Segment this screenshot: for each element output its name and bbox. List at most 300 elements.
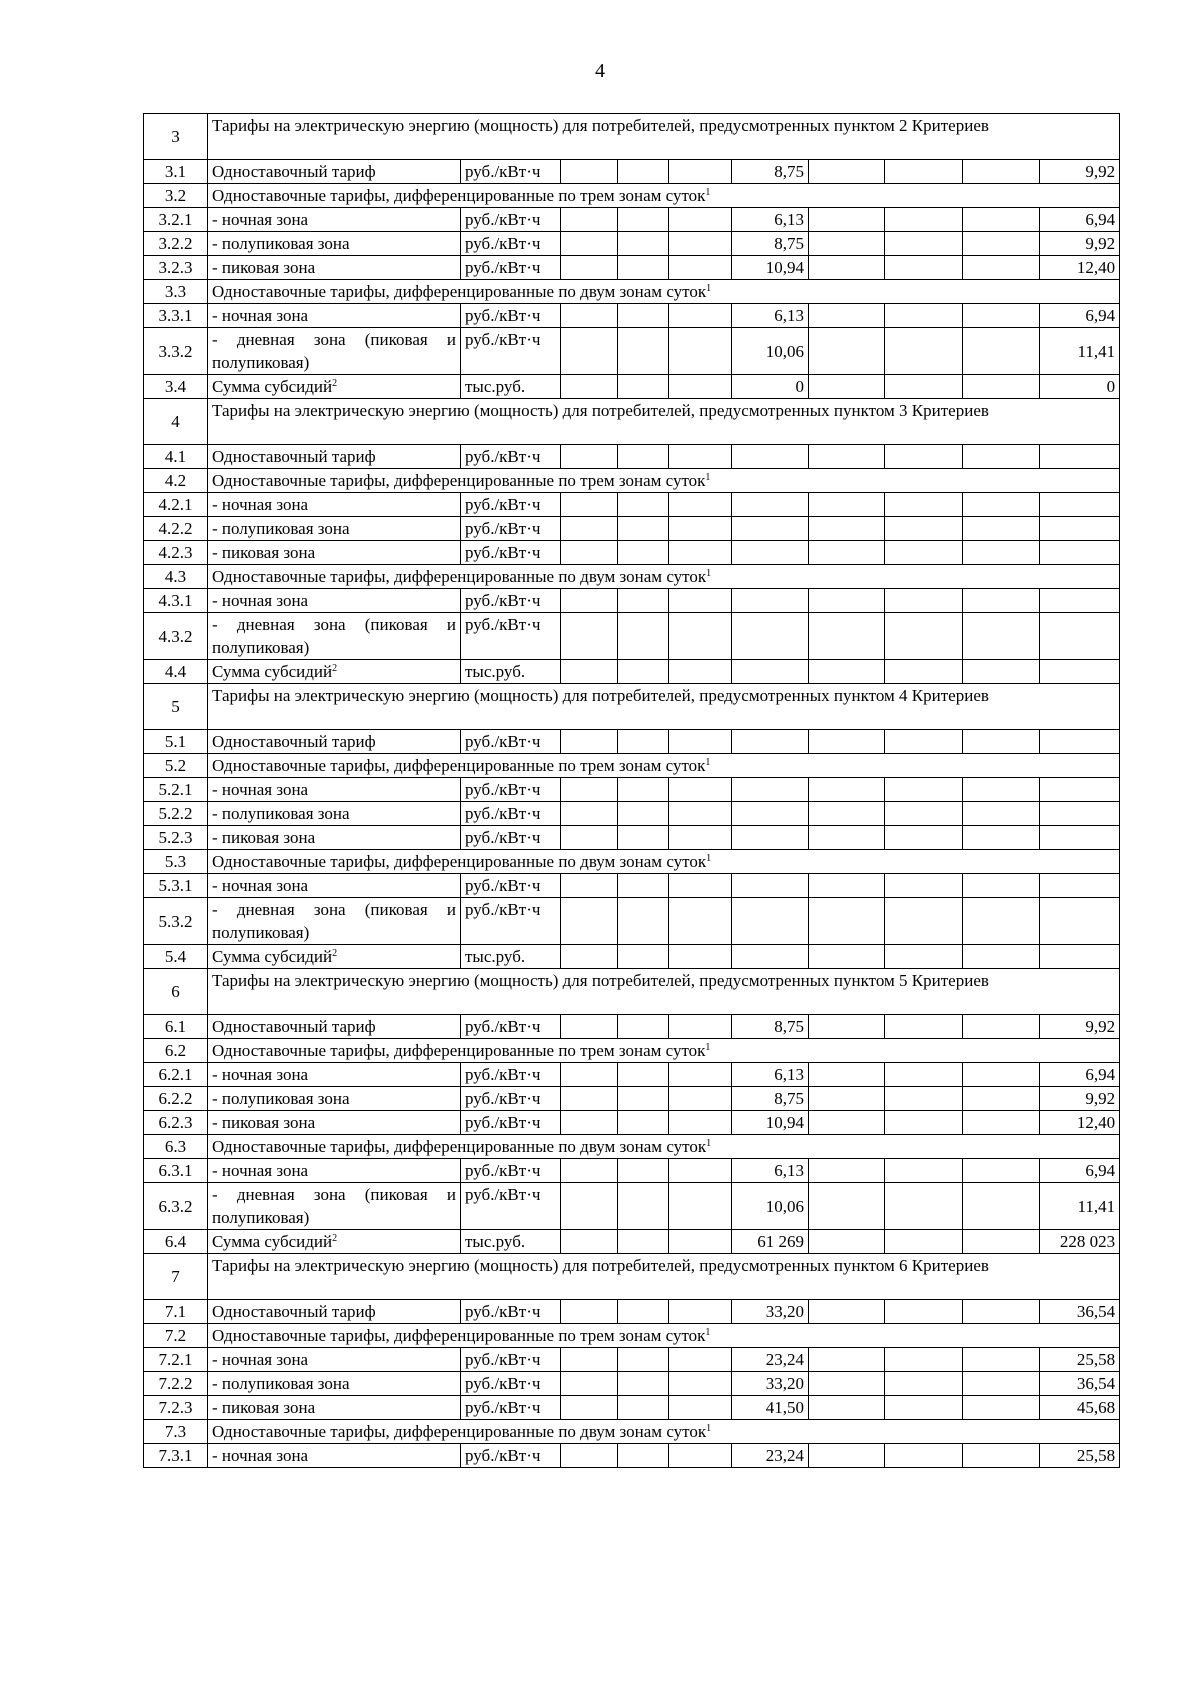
value-cell [561, 328, 618, 375]
value-cell [1040, 613, 1120, 660]
footnote-mark: 2 [332, 948, 338, 959]
unit-cell: руб./кВт·ч [461, 613, 561, 660]
unit-cell: руб./кВт·ч [461, 1372, 561, 1396]
value-cell: 8,75 [732, 1015, 809, 1039]
group-title-text: Одноставочные тарифы, дифференцированные по двум зонам суток [212, 1422, 707, 1441]
value-cell [963, 328, 1040, 375]
table-row [144, 160, 1120, 184]
row-number: 4.3.2 [144, 613, 208, 660]
unit-cell: руб./кВт·ч [461, 1396, 561, 1420]
table-row [144, 802, 1120, 826]
table-row [144, 1159, 1120, 1183]
value-cell: 25,58 [1040, 1348, 1120, 1372]
row-number: 5.3.1 [144, 874, 208, 898]
value-cell [963, 874, 1040, 898]
value-cell [561, 778, 618, 802]
section-row [144, 684, 1120, 730]
table-row [144, 945, 1120, 969]
row-number: 6.2.2 [144, 1087, 208, 1111]
value-cell [885, 232, 963, 256]
value-cell [618, 898, 669, 945]
value-cell [885, 1348, 963, 1372]
row-number: 7.2.2 [144, 1372, 208, 1396]
table-row [144, 256, 1120, 280]
group-row [144, 184, 1120, 208]
value-cell: 10,94 [732, 256, 809, 280]
value-cell [561, 541, 618, 565]
row-number: 3.2.2 [144, 232, 208, 256]
section-title-text: Тарифы на электрическую энергию (мощность) для потребителей, предусмотренных пунктом 6 Критериев [212, 1256, 989, 1275]
footnote-mark: 1 [705, 187, 711, 198]
value-cell [618, 256, 669, 280]
unit-cell: руб./кВт·ч [461, 304, 561, 328]
row-name [208, 730, 461, 754]
value-cell [669, 660, 732, 684]
row-name-text: - пиковая зона [212, 1113, 316, 1132]
value-cell [809, 1230, 885, 1254]
group-title-text: Одноставочные тарифы, дифференцированные по трем зонам суток [212, 186, 706, 205]
row-number: 6.2 [144, 1039, 208, 1063]
row-number: 3.2.3 [144, 256, 208, 280]
value-cell [885, 1087, 963, 1111]
row-number: 4.3.1 [144, 589, 208, 613]
value-cell [669, 493, 732, 517]
row-name [208, 208, 461, 232]
row-name-text: Сумма субсидий [212, 662, 333, 681]
table-row [144, 730, 1120, 754]
value-cell [618, 375, 669, 399]
table-row [144, 589, 1120, 613]
value-cell [809, 589, 885, 613]
value-cell [669, 945, 732, 969]
value-cell: 8,75 [732, 160, 809, 184]
footnote-mark: 1 [706, 1138, 712, 1149]
row-name [208, 232, 461, 256]
value-cell [561, 160, 618, 184]
unit-cell: тыс.руб. [461, 945, 561, 969]
group-row [144, 754, 1120, 778]
value-cell [618, 493, 669, 517]
value-cell [618, 1063, 669, 1087]
unit-cell: руб./кВт·ч [461, 445, 561, 469]
footnote-mark: 1 [705, 1042, 711, 1053]
section-row [144, 399, 1120, 445]
group-title [208, 1420, 1120, 1444]
value-cell [618, 613, 669, 660]
value-cell [561, 375, 618, 399]
group-title-text: Одноставочные тарифы, дифференцированные по трем зонам суток [212, 471, 706, 490]
value-cell [561, 1015, 618, 1039]
value-cell [669, 160, 732, 184]
value-cell [618, 1348, 669, 1372]
value-cell: 228 023 [1040, 1230, 1120, 1254]
row-name [208, 1183, 461, 1230]
value-cell [809, 1300, 885, 1324]
value-cell [561, 826, 618, 850]
value-cell [618, 826, 669, 850]
value-cell [669, 256, 732, 280]
value-cell [885, 160, 963, 184]
row-name-text: - пиковая зона [212, 543, 316, 562]
value-cell [885, 1300, 963, 1324]
row-name [208, 517, 461, 541]
value-cell [1040, 589, 1120, 613]
table-row [144, 1444, 1120, 1468]
value-cell [561, 517, 618, 541]
value-cell [669, 517, 732, 541]
table-row [144, 541, 1120, 565]
value-cell [732, 778, 809, 802]
value-cell [618, 160, 669, 184]
value-cell [618, 328, 669, 375]
value-cell [618, 945, 669, 969]
table-row [144, 826, 1120, 850]
value-cell [669, 1444, 732, 1468]
row-number: 5.2.3 [144, 826, 208, 850]
group-row [144, 565, 1120, 589]
table-row [144, 1372, 1120, 1396]
value-cell [618, 208, 669, 232]
value-cell: 6,13 [732, 1063, 809, 1087]
value-cell [618, 1300, 669, 1324]
value-cell [732, 493, 809, 517]
row-number: 7.3.1 [144, 1444, 208, 1468]
value-cell: 0 [732, 375, 809, 399]
row-name-text: - ночная зона [212, 1161, 309, 1180]
row-name-text: - ночная зона [212, 876, 309, 895]
footnote-mark: 1 [706, 568, 712, 579]
row-number: 4.4 [144, 660, 208, 684]
row-name [208, 1063, 461, 1087]
table-row [144, 1348, 1120, 1372]
value-cell [809, 730, 885, 754]
value-cell [809, 1063, 885, 1087]
value-cell [963, 898, 1040, 945]
value-cell: 0 [1040, 375, 1120, 399]
row-name [208, 328, 461, 375]
group-title [208, 754, 1120, 778]
row-number: 5.1 [144, 730, 208, 754]
value-cell [885, 304, 963, 328]
value-cell [669, 613, 732, 660]
value-cell [1040, 802, 1120, 826]
row-name-text: - полупиковая зона [212, 234, 350, 253]
value-cell [963, 1063, 1040, 1087]
value-cell [669, 1063, 732, 1087]
value-cell [618, 589, 669, 613]
value-cell [1040, 826, 1120, 850]
group-title-text: Одноставочные тарифы, дифференцированные по трем зонам суток [212, 1041, 706, 1060]
row-name [208, 1300, 461, 1324]
unit-cell: тыс.руб. [461, 660, 561, 684]
value-cell: 8,75 [732, 1087, 809, 1111]
unit-cell: тыс.руб. [461, 1230, 561, 1254]
row-name [208, 778, 461, 802]
row-number: 4.1 [144, 445, 208, 469]
table-row [144, 1300, 1120, 1324]
row-number: 7 [144, 1254, 208, 1300]
value-cell [963, 160, 1040, 184]
value-cell: 10,94 [732, 1111, 809, 1135]
row-number: 6.2.3 [144, 1111, 208, 1135]
value-cell [618, 1183, 669, 1230]
value-cell [885, 1230, 963, 1254]
value-cell: 12,40 [1040, 256, 1120, 280]
value-cell [561, 1063, 618, 1087]
value-cell [732, 613, 809, 660]
value-cell [732, 445, 809, 469]
group-title [208, 1039, 1120, 1063]
value-cell [669, 589, 732, 613]
unit-cell: руб./кВт·ч [461, 1015, 561, 1039]
value-cell [1040, 945, 1120, 969]
row-name-text: - полупиковая зона [212, 1374, 350, 1393]
unit-cell: руб./кВт·ч [461, 208, 561, 232]
row-number: 3.2 [144, 184, 208, 208]
row-name [208, 874, 461, 898]
value-cell [963, 1230, 1040, 1254]
value-cell [618, 445, 669, 469]
row-name-text: - дневная зона (пиковая и полупиковая) [212, 1185, 456, 1227]
value-cell [963, 1111, 1040, 1135]
value-cell [618, 660, 669, 684]
row-name-text: - ночная зона [212, 1065, 309, 1084]
value-cell [618, 1015, 669, 1039]
value-cell [963, 1015, 1040, 1039]
row-number: 7.2 [144, 1324, 208, 1348]
value-cell: 33,20 [732, 1300, 809, 1324]
value-cell: 10,06 [732, 1183, 809, 1230]
group-row [144, 1324, 1120, 1348]
footnote-mark: 2 [332, 663, 338, 674]
value-cell [885, 445, 963, 469]
table-row [144, 613, 1120, 660]
row-number: 4.2 [144, 469, 208, 493]
value-cell [669, 898, 732, 945]
value-cell: 6,94 [1040, 304, 1120, 328]
value-cell [885, 778, 963, 802]
value-cell [809, 328, 885, 375]
value-cell [669, 1348, 732, 1372]
value-cell [669, 1087, 732, 1111]
value-cell [561, 208, 618, 232]
value-cell [732, 874, 809, 898]
section-title [208, 969, 1120, 1015]
value-cell: 61 269 [732, 1230, 809, 1254]
table-row [144, 208, 1120, 232]
value-cell [732, 517, 809, 541]
value-cell [561, 802, 618, 826]
value-cell [809, 802, 885, 826]
value-cell [1040, 517, 1120, 541]
value-cell [561, 1230, 618, 1254]
value-cell: 11,41 [1040, 328, 1120, 375]
value-cell [809, 1159, 885, 1183]
value-cell [669, 375, 732, 399]
value-cell [963, 1396, 1040, 1420]
row-name-text: - пиковая зона [212, 258, 316, 277]
row-name-text: - пиковая зона [212, 1398, 316, 1417]
value-cell: 23,24 [732, 1444, 809, 1468]
value-cell [885, 898, 963, 945]
value-cell [809, 517, 885, 541]
value-cell [885, 1111, 963, 1135]
value-cell [561, 1372, 618, 1396]
value-cell [809, 945, 885, 969]
row-number: 3 [144, 114, 208, 160]
value-cell [732, 826, 809, 850]
unit-cell: руб./кВт·ч [461, 898, 561, 945]
value-cell [809, 778, 885, 802]
row-number: 3.2.1 [144, 208, 208, 232]
value-cell [561, 304, 618, 328]
value-cell [809, 874, 885, 898]
value-cell [885, 1444, 963, 1468]
value-cell [618, 517, 669, 541]
value-cell: 6,94 [1040, 1063, 1120, 1087]
unit-cell: руб./кВт·ч [461, 517, 561, 541]
row-name [208, 445, 461, 469]
footnote-mark: 1 [706, 283, 712, 294]
row-name [208, 1087, 461, 1111]
table-row [144, 1015, 1120, 1039]
unit-cell: руб./кВт·ч [461, 256, 561, 280]
row-name [208, 826, 461, 850]
value-cell: 9,92 [1040, 160, 1120, 184]
page-number: 4 [595, 60, 605, 82]
value-cell: 9,92 [1040, 232, 1120, 256]
unit-cell: тыс.руб. [461, 375, 561, 399]
footnote-mark: 1 [705, 472, 711, 483]
row-name-text: - ночная зона [212, 306, 309, 325]
value-cell: 45,68 [1040, 1396, 1120, 1420]
value-cell [809, 826, 885, 850]
value-cell: 6,94 [1040, 1159, 1120, 1183]
value-cell [561, 1183, 618, 1230]
table-row [144, 1183, 1120, 1230]
value-cell: 23,24 [732, 1348, 809, 1372]
value-cell [963, 1348, 1040, 1372]
value-cell [963, 589, 1040, 613]
row-number: 6.3.2 [144, 1183, 208, 1230]
value-cell [885, 945, 963, 969]
value-cell [561, 730, 618, 754]
row-name [208, 1015, 461, 1039]
value-cell [885, 541, 963, 565]
value-cell [885, 1159, 963, 1183]
value-cell: 33,20 [732, 1372, 809, 1396]
group-title-text: Одноставочные тарифы, дифференцированные по двум зонам суток [212, 852, 707, 871]
value-cell [963, 826, 1040, 850]
table-row [144, 1087, 1120, 1111]
unit-cell: руб./кВт·ч [461, 1159, 561, 1183]
footnote-mark: 2 [332, 1233, 338, 1244]
value-cell [1040, 730, 1120, 754]
value-cell [561, 1087, 618, 1111]
value-cell [669, 445, 732, 469]
value-cell [618, 1111, 669, 1135]
row-name [208, 589, 461, 613]
value-cell [618, 541, 669, 565]
value-cell [561, 256, 618, 280]
value-cell [809, 232, 885, 256]
footnote-mark: 1 [705, 757, 711, 768]
value-cell [963, 1372, 1040, 1396]
row-name-text: Сумма субсидий [212, 947, 333, 966]
value-cell: 10,06 [732, 328, 809, 375]
row-number: 3.1 [144, 160, 208, 184]
value-cell [561, 589, 618, 613]
row-name-text: - ночная зона [212, 591, 309, 610]
footnote-mark: 1 [706, 853, 712, 864]
value-cell [963, 613, 1040, 660]
unit-cell: руб./кВт·ч [461, 160, 561, 184]
value-cell [1040, 778, 1120, 802]
group-title [208, 469, 1120, 493]
section-row [144, 114, 1120, 160]
value-cell [618, 1372, 669, 1396]
row-number: 7.3 [144, 1420, 208, 1444]
value-cell [1040, 445, 1120, 469]
value-cell [809, 1372, 885, 1396]
footnote-mark: 1 [706, 1423, 712, 1434]
value-cell [669, 1159, 732, 1183]
table-row [144, 1230, 1120, 1254]
value-cell [809, 304, 885, 328]
row-number: 4.2.2 [144, 517, 208, 541]
group-row [144, 1039, 1120, 1063]
unit-cell: руб./кВт·ч [461, 874, 561, 898]
value-cell [618, 730, 669, 754]
row-number: 5.4 [144, 945, 208, 969]
value-cell [618, 874, 669, 898]
row-name-text: Одноставочный тариф [212, 447, 376, 466]
table-row [144, 375, 1120, 399]
value-cell [809, 160, 885, 184]
value-cell [809, 660, 885, 684]
value-cell: 9,92 [1040, 1015, 1120, 1039]
value-cell [561, 232, 618, 256]
value-cell [885, 256, 963, 280]
value-cell [669, 328, 732, 375]
value-cell [618, 1396, 669, 1420]
footnote-mark: 2 [332, 378, 338, 389]
value-cell [561, 1348, 618, 1372]
value-cell [732, 589, 809, 613]
row-name-text: Одноставочный тариф [212, 1302, 376, 1321]
value-cell: 41,50 [732, 1396, 809, 1420]
tariff-table-body [144, 114, 1120, 1468]
section-title-text: Тарифы на электрическую энергию (мощность) для потребителей, предусмотренных пунктом 2 Критериев [212, 116, 989, 135]
value-cell: 9,92 [1040, 1087, 1120, 1111]
row-name [208, 160, 461, 184]
value-cell [561, 1396, 618, 1420]
table-row [144, 778, 1120, 802]
group-title-text: Одноставочные тарифы, дифференцированные по трем зонам суток [212, 756, 706, 775]
row-name-text: - пиковая зона [212, 828, 316, 847]
row-name [208, 304, 461, 328]
table-row [144, 1063, 1120, 1087]
unit-cell: руб./кВт·ч [461, 826, 561, 850]
group-row [144, 1420, 1120, 1444]
row-number: 4.2.3 [144, 541, 208, 565]
value-cell [561, 660, 618, 684]
value-cell [618, 1444, 669, 1468]
group-title-text: Одноставочные тарифы, дифференцированные по двум зонам суток [212, 1137, 707, 1156]
value-cell [809, 1396, 885, 1420]
value-cell [885, 874, 963, 898]
value-cell [963, 1300, 1040, 1324]
